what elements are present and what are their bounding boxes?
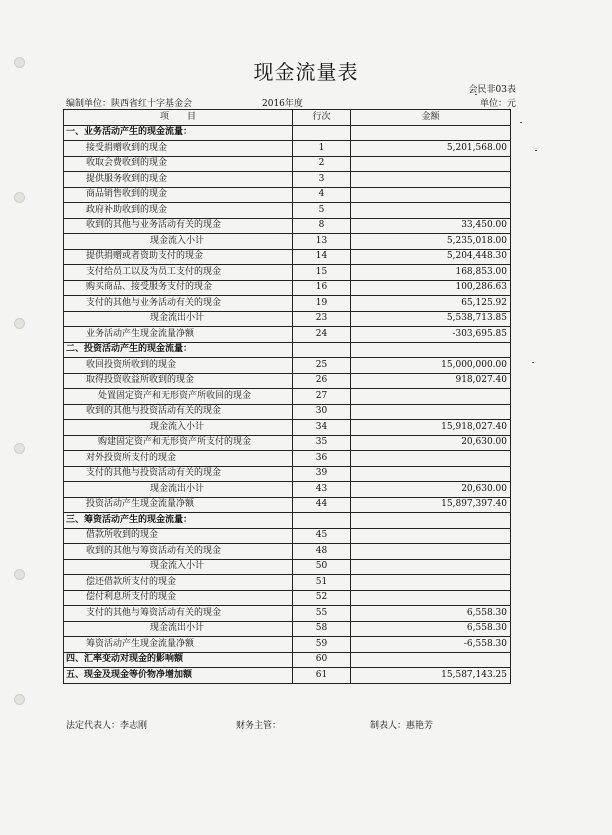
row-line-number <box>293 513 351 529</box>
form-code: 会民非03表 <box>468 85 516 95</box>
row-line-number: 4 <box>293 187 351 203</box>
row-line-number: 1 <box>293 141 351 157</box>
row-item: 对外投资所支付的现金 <box>64 451 293 467</box>
table-row <box>64 296 511 312</box>
row-line-number: 50 <box>293 559 351 575</box>
row-line-number: 55 <box>293 606 351 622</box>
table-row <box>64 172 511 188</box>
row-item: 一、业务活动产生的现金流量： <box>64 125 293 141</box>
row-line-number: 39 <box>293 466 351 482</box>
row-amount <box>351 125 511 141</box>
row-line-number <box>293 125 351 141</box>
row-amount: -303,695.85 <box>351 327 511 343</box>
row-item: 提供捐赠或者资助支付的现金 <box>64 249 293 265</box>
table-row <box>64 497 511 513</box>
row-item: 四、汇率变动对现金的影响额 <box>64 652 293 668</box>
binder-hole <box>14 443 25 454</box>
row-line-number: 2 <box>293 156 351 172</box>
row-amount: 15,918,027.40 <box>351 420 511 436</box>
row-item: 支付的其他与业务活动有关的现金 <box>64 296 293 312</box>
header-line: 行次 <box>293 110 351 126</box>
row-item: 现金流入小计 <box>64 559 293 575</box>
scan-speck <box>535 150 537 151</box>
row-amount: -6,558.30 <box>351 637 511 653</box>
row-amount <box>351 203 511 219</box>
table-row <box>64 482 511 498</box>
row-line-number: 58 <box>293 621 351 637</box>
prepared-by-org: 编制单位：陕西省红十字基金会 <box>66 99 193 109</box>
signature-line <box>66 718 516 730</box>
row-line-number: 60 <box>293 652 351 668</box>
row-item: 提供服务收到的现金 <box>64 172 293 188</box>
table-row <box>64 513 511 529</box>
row-line-number: 36 <box>293 451 351 467</box>
row-amount: 20,630.00 <box>351 482 511 498</box>
row-line-number: 15 <box>293 265 351 281</box>
row-line-number: 26 <box>293 373 351 389</box>
row-item: 现金流入小计 <box>64 420 293 436</box>
row-item: 支付的其他与筹资活动有关的现金 <box>64 606 293 622</box>
row-amount: 65,125.92 <box>351 296 511 312</box>
table-body <box>64 125 511 683</box>
row-amount <box>351 575 511 591</box>
table-row <box>64 156 511 172</box>
table-row <box>64 668 511 684</box>
row-line-number: 30 <box>293 404 351 420</box>
row-line-number: 61 <box>293 668 351 684</box>
table-row <box>64 575 511 591</box>
table-row <box>64 389 511 405</box>
finance-supervisor: 财务主管： <box>236 721 282 731</box>
row-amount: 5,538,713.85 <box>351 311 511 327</box>
table-row <box>64 265 511 281</box>
row-item: 三、筹资活动产生的现金流量： <box>64 513 293 529</box>
row-amount: 15,587,143.25 <box>351 668 511 684</box>
row-item: 取得投资收益所收到的现金 <box>64 373 293 389</box>
row-item: 偿付利息所支付的现金 <box>64 590 293 606</box>
table-row <box>64 435 511 451</box>
row-amount <box>351 342 511 358</box>
row-amount: 5,204,448.30 <box>351 249 511 265</box>
row-item: 投资活动产生现金流量净额 <box>64 497 293 513</box>
row-item: 购买商品、接受服务支付的现金 <box>64 280 293 296</box>
table-row <box>64 528 511 544</box>
table-row <box>64 358 511 374</box>
row-amount: 6,558.30 <box>351 621 511 637</box>
row-line-number <box>293 342 351 358</box>
table-row <box>64 637 511 653</box>
table-row <box>64 203 511 219</box>
table-row <box>64 187 511 203</box>
row-line-number: 27 <box>293 389 351 405</box>
row-amount: 100,286.63 <box>351 280 511 296</box>
row-line-number: 25 <box>293 358 351 374</box>
row-item: 接受捐赠收到的现金 <box>64 141 293 157</box>
row-amount: 918,027.40 <box>351 373 511 389</box>
row-item: 处置固定资产和无形资产所收回的现金 <box>64 389 293 405</box>
row-line-number: 14 <box>293 249 351 265</box>
row-amount: 6,558.30 <box>351 606 511 622</box>
row-line-number: 8 <box>293 218 351 234</box>
row-item: 二、投资活动产生的现金流量： <box>64 342 293 358</box>
table-row <box>64 218 511 234</box>
row-amount <box>351 590 511 606</box>
row-line-number: 16 <box>293 280 351 296</box>
row-item: 现金流入小计 <box>64 234 293 250</box>
row-amount: 33,450.00 <box>351 218 511 234</box>
row-amount: 5,201,568.00 <box>351 141 511 157</box>
row-line-number: 52 <box>293 590 351 606</box>
table-row <box>64 451 511 467</box>
row-amount: 15,000,000.00 <box>351 358 511 374</box>
row-item: 借款所收到的现金 <box>64 528 293 544</box>
row-amount <box>351 559 511 575</box>
table-row <box>64 590 511 606</box>
binder-hole <box>14 192 25 203</box>
row-item: 筹资活动产生现金流量净额 <box>64 637 293 653</box>
table-row <box>64 311 511 327</box>
row-amount <box>351 513 511 529</box>
row-amount <box>351 544 511 560</box>
row-item: 现金流出小计 <box>64 311 293 327</box>
row-line-number: 3 <box>293 172 351 188</box>
binder-hole <box>14 318 25 329</box>
row-item: 政府补助收到的现金 <box>64 203 293 219</box>
table-row <box>64 466 511 482</box>
row-item: 收到的其他与投资活动有关的现金 <box>64 404 293 420</box>
row-line-number: 23 <box>293 311 351 327</box>
binder-hole <box>14 694 25 705</box>
row-item: 五、现金及现金等价物净增加额 <box>64 668 293 684</box>
table-row <box>64 559 511 575</box>
binder-hole <box>14 569 25 580</box>
row-item: 收到的其他与业务活动有关的现金 <box>64 218 293 234</box>
row-line-number: 5 <box>293 203 351 219</box>
row-item: 现金流出小计 <box>64 482 293 498</box>
row-amount <box>351 404 511 420</box>
row-item: 业务活动产生现金流量净额 <box>64 327 293 343</box>
table-row <box>64 327 511 343</box>
table-row <box>64 420 511 436</box>
row-amount: 168,853.00 <box>351 265 511 281</box>
row-amount <box>351 156 511 172</box>
row-line-number: 51 <box>293 575 351 591</box>
table-row <box>64 342 511 358</box>
row-line-number: 35 <box>293 435 351 451</box>
row-item: 偿还借款所支付的现金 <box>64 575 293 591</box>
table-row <box>64 606 511 622</box>
table-row <box>64 125 511 141</box>
table-row <box>64 544 511 560</box>
row-item: 收回投资所收到的现金 <box>64 358 293 374</box>
row-amount <box>351 172 511 188</box>
row-amount: 15,897,397.40 <box>351 497 511 513</box>
row-line-number: 44 <box>293 497 351 513</box>
row-item: 支付给员工以及为员工支付的现金 <box>64 265 293 281</box>
scan-speck <box>532 362 534 363</box>
table-row <box>64 141 511 157</box>
scan-speck <box>520 122 522 123</box>
preparer: 制表人：惠艳芳 <box>370 721 434 731</box>
row-item: 商品销售收到的现金 <box>64 187 293 203</box>
header-info <box>66 96 516 108</box>
row-item: 购建固定资产和无形资产所支付的现金 <box>64 435 293 451</box>
table-row <box>64 280 511 296</box>
row-line-number: 45 <box>293 528 351 544</box>
row-item: 现金流出小计 <box>64 621 293 637</box>
row-line-number: 34 <box>293 420 351 436</box>
row-item: 收取会费收到的现金 <box>64 156 293 172</box>
row-item: 支付的其他与投资活动有关的现金 <box>64 466 293 482</box>
table-row <box>64 234 511 250</box>
header-item: 项 目 <box>64 110 293 126</box>
header-amount: 金额 <box>351 110 511 126</box>
row-amount <box>351 451 511 467</box>
legal-representative: 法定代表人：李志刚 <box>66 721 148 731</box>
row-amount <box>351 187 511 203</box>
row-amount: 5,235,018.00 <box>351 234 511 250</box>
row-line-number: 24 <box>293 327 351 343</box>
table-row <box>64 404 511 420</box>
row-line-number: 43 <box>293 482 351 498</box>
row-item: 收到的其他与筹资活动有关的现金 <box>64 544 293 560</box>
row-line-number: 19 <box>293 296 351 312</box>
cash-flow-table <box>63 109 511 684</box>
table-row <box>64 652 511 668</box>
document-title: 现金流量表 <box>253 60 359 84</box>
table-row <box>64 621 511 637</box>
table-row <box>64 373 511 389</box>
fiscal-year: 2016年度 <box>262 99 303 109</box>
row-amount <box>351 389 511 405</box>
currency-unit: 单位：元 <box>479 99 516 109</box>
row-line-number: 59 <box>293 637 351 653</box>
row-amount <box>351 652 511 668</box>
table-header-row <box>64 110 511 126</box>
table-row <box>64 249 511 265</box>
row-line-number: 48 <box>293 544 351 560</box>
row-amount <box>351 466 511 482</box>
row-amount: 20,630.00 <box>351 435 511 451</box>
row-line-number: 13 <box>293 234 351 250</box>
row-amount <box>351 528 511 544</box>
